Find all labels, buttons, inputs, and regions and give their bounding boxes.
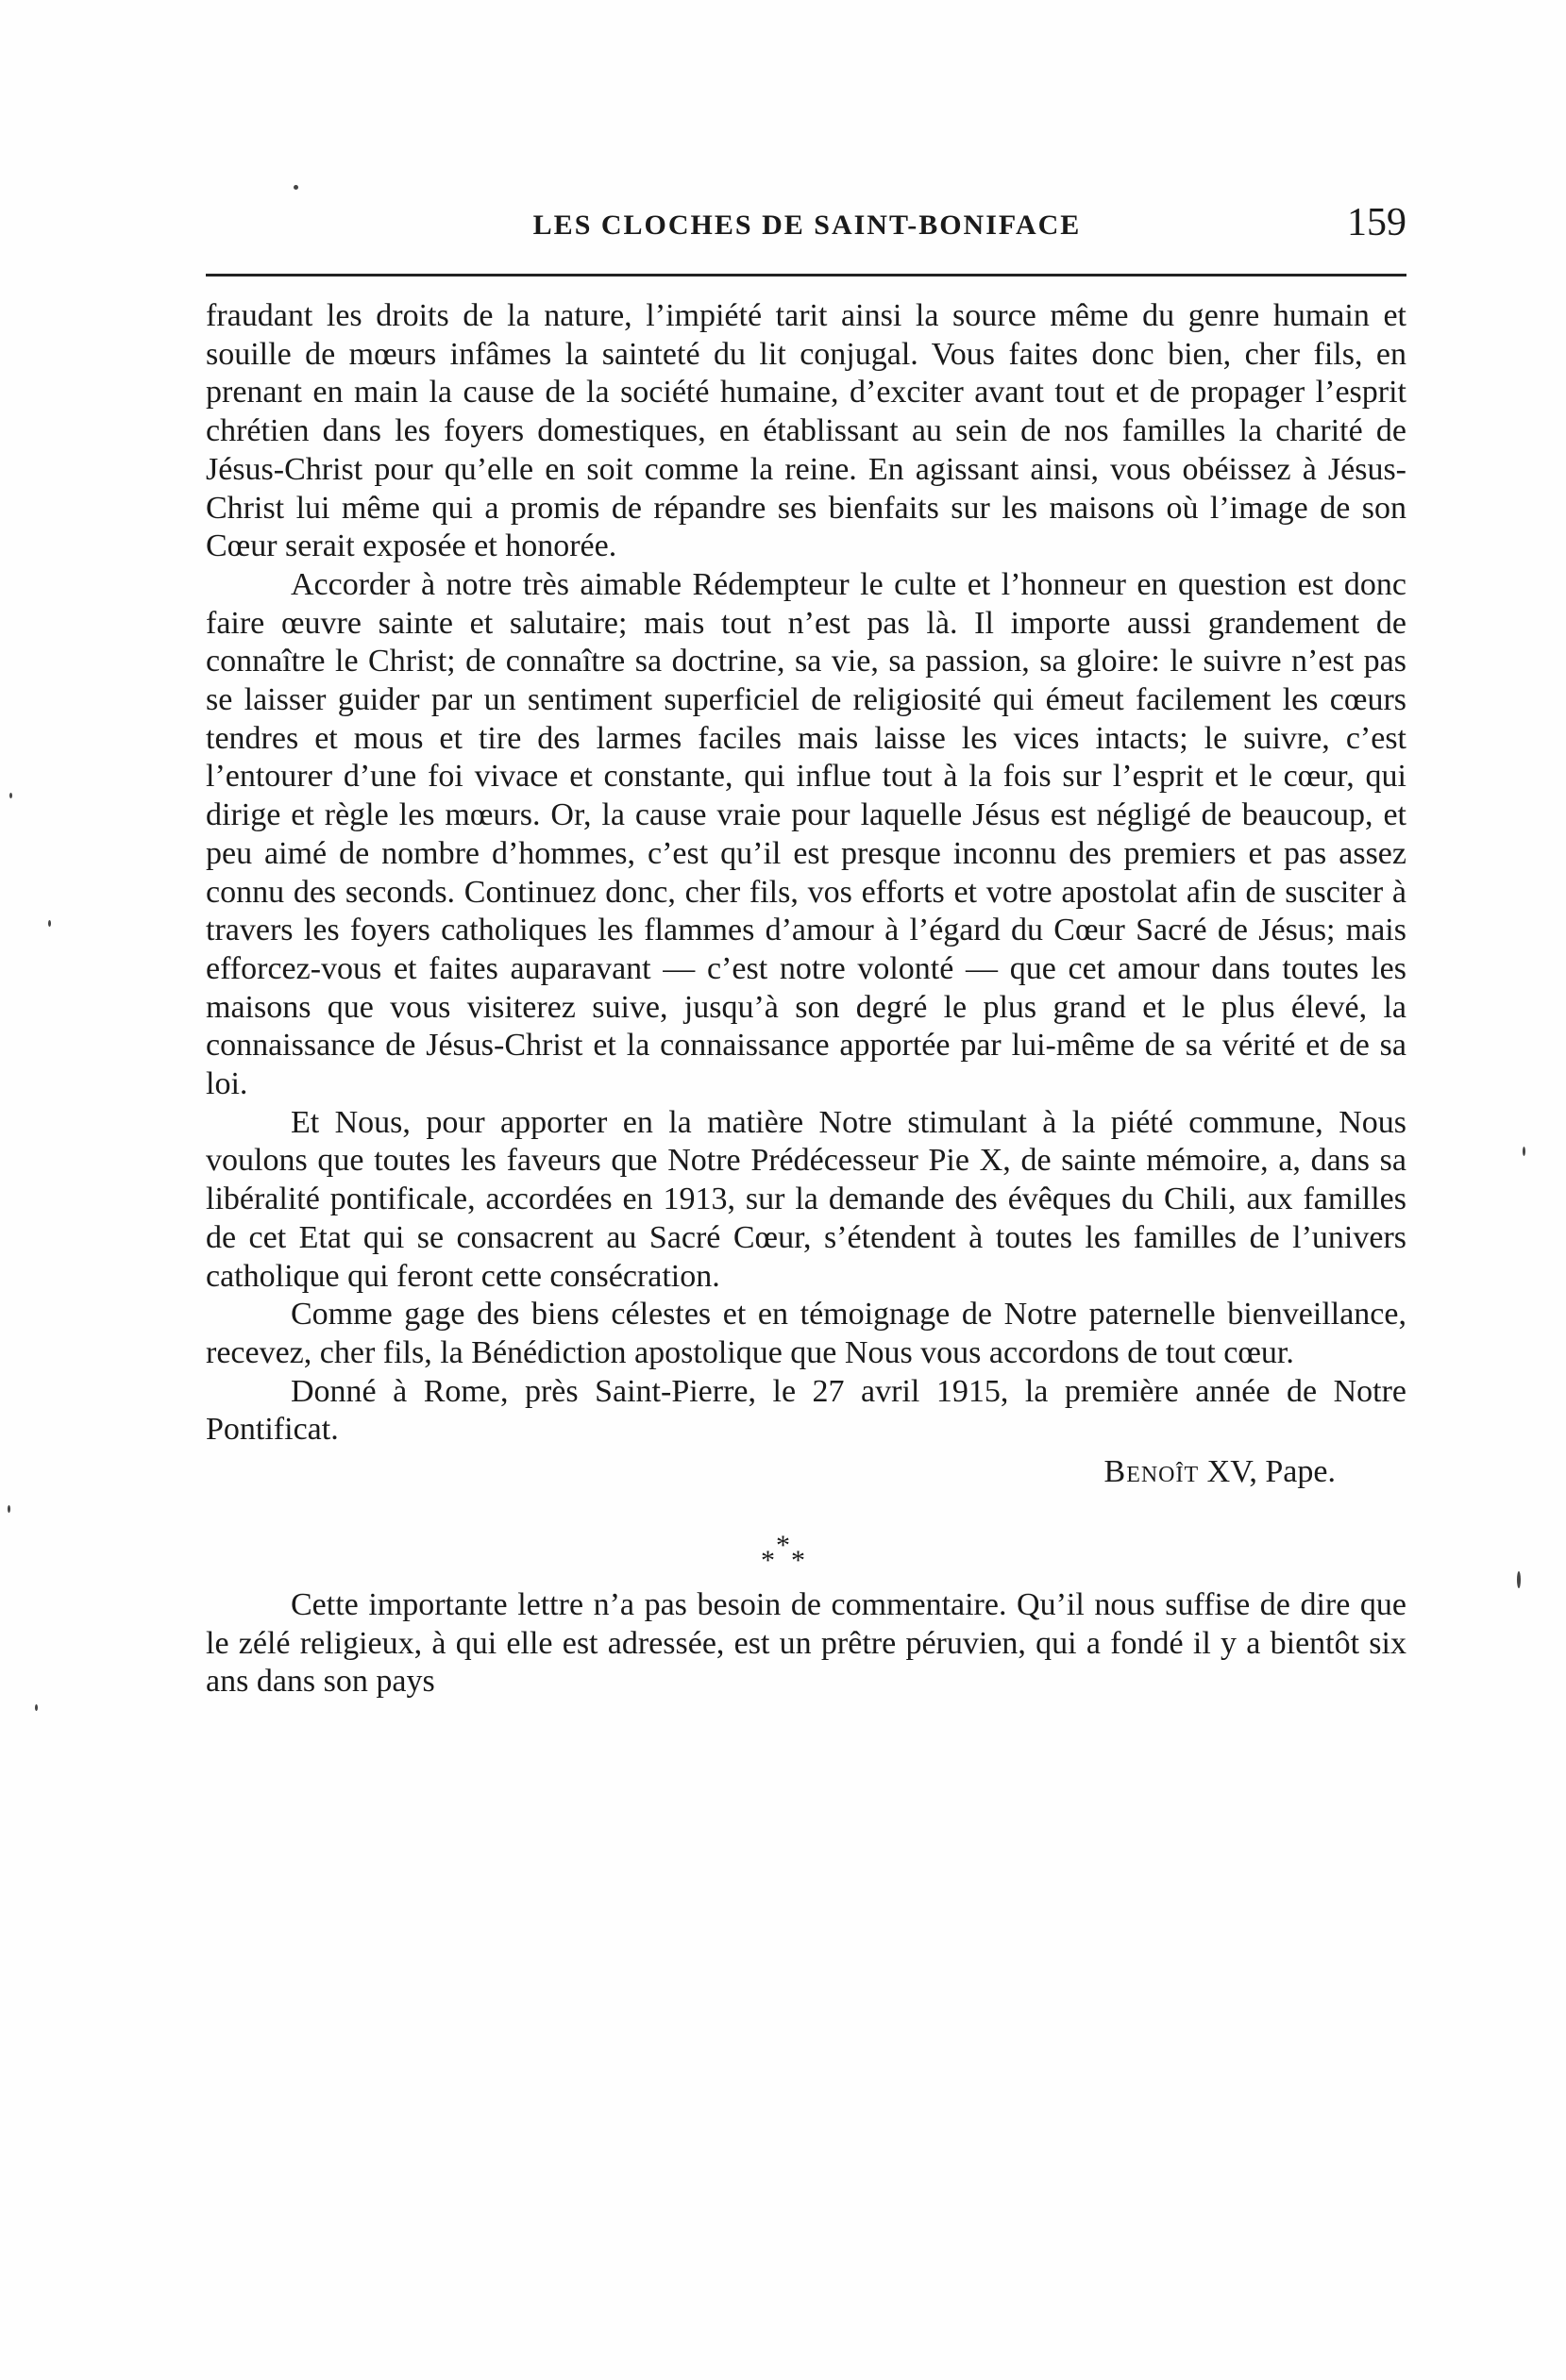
running-title: LES CLOCHES DE SAINT-BONIFACE bbox=[532, 210, 1082, 241]
asterism-star: * bbox=[776, 1529, 790, 1561]
header-rule bbox=[206, 274, 1406, 277]
paragraph-continued: fraudant les droits de la nature, l’impiété tarit ainsi la source même du genre humain et souille de mœurs infâmes la sainteté du lit conjugal. Vous faites donc bien, cher fils, en prenant en main la cause de la société humaine, d’exciter avant tout et de propager l’esprit chrétien dans les foyers domestiques, en établissant au sein de nos familles la charité de Jésus-Christ pour qu’elle en soit comme la reine. En agissant ainsi, vous obéissez à Jésus-Christ lui même qui a promis de répandre ses bienfaits sur les maisons où l’image de son Cœur serait exposée et honorée. bbox=[206, 298, 1406, 564]
signature-name: Benoît bbox=[1103, 1454, 1200, 1490]
scan-speck bbox=[8, 1505, 10, 1513]
signature-title: XV, Pape. bbox=[1206, 1454, 1336, 1490]
paragraph: Et Nous, pour apporter en la matière Notre stimulant à la piété commune, Nous voulons que toutes les faveurs que Notre Prédécesseur Pie X, de sainte mémoire, a, dans sa libéralité pontificale, accordées en 1913, sur la demande des évêques du Chili, aux familles de cet Etat qui se consacrent au Sacré Cœur, s’étendent à toutes les familles de l’univers catholique qui feront cette consécration. bbox=[206, 1104, 1406, 1294]
asterism bbox=[206, 1492, 1406, 1586]
running-head bbox=[208, 200, 1406, 247]
dateline-paragraph: Donné à Rome, près Saint-Pierre, le 27 avril 1915, la première année de Notre Pontificat. bbox=[206, 1373, 1406, 1448]
page-number: 159 bbox=[1347, 201, 1406, 244]
scan-speck bbox=[1517, 1571, 1521, 1588]
paragraph: Comme gage des biens célestes et en témoignage de Notre paternelle bienveillance, recevez, cher fils, la Bénédiction apostolique que Nous vous accordons de tout cœur. bbox=[206, 1297, 1406, 1370]
scan-speck bbox=[1523, 1147, 1525, 1156]
body-text bbox=[206, 297, 1406, 1701]
paragraph: Accorder à notre très aimable Rédempteur le culte et l’honneur en question est donc faire œuvre sainte et salutaire; mais tout n’est pas là. Il importe aussi grandement de connaître le Christ; de connaître sa doctrine, sa vie, sa passion, sa gloire: le suivre n’est pas se laisser guider par un sentiment superficiel de religiosité qui émeut facilement les cœurs tendres et mous et tire des larmes faciles mais laisse les vices intacts; le suivre, c’est l’entourer d’une foi vivace et constante, qui influe tout à la fois sur l’esprit et le cœur, qui dirige et règle les mœurs. Or, la cause vraie pour laquelle Jésus est négligé de beaucoup, et peu aimé de nombre d’hommes, c’est qu’il est presque inconnu des premiers et pas assez connu des seconds. Continuez donc, cher fils, vos efforts et votre apostolat afin de susciter à travers les foyers catholiques les flammes d’amour à l’égard du Cœur Sacré de Jésus; mais efforcez-vous et faites auparavant — c’est notre volonté — que cet amour dans toutes les maisons que vous visiterez suive, jusqu’à son degré le plus grand et le plus élevé, la connaissance de Jésus-Christ et la connaissance apportée par lui-même de sa vérité et de sa loi. bbox=[206, 566, 1406, 1102]
scan-speck bbox=[35, 1704, 38, 1711]
asterism-star: * bbox=[761, 1544, 775, 1576]
scan-speck bbox=[48, 920, 51, 927]
asterism-star: * bbox=[791, 1544, 805, 1576]
scan-speck bbox=[294, 185, 298, 190]
paragraph-after-break: Cette importante lettre n’a pas besoin de commentaire. Qu’il nous suffise de dire que le zélé religieux, à qui elle est adressée, est un prêtre péruvien, qui a fondé il y a bientôt six ans dans son pays bbox=[206, 1586, 1406, 1700]
signature bbox=[206, 1453, 1406, 1492]
scan-speck bbox=[9, 793, 12, 798]
